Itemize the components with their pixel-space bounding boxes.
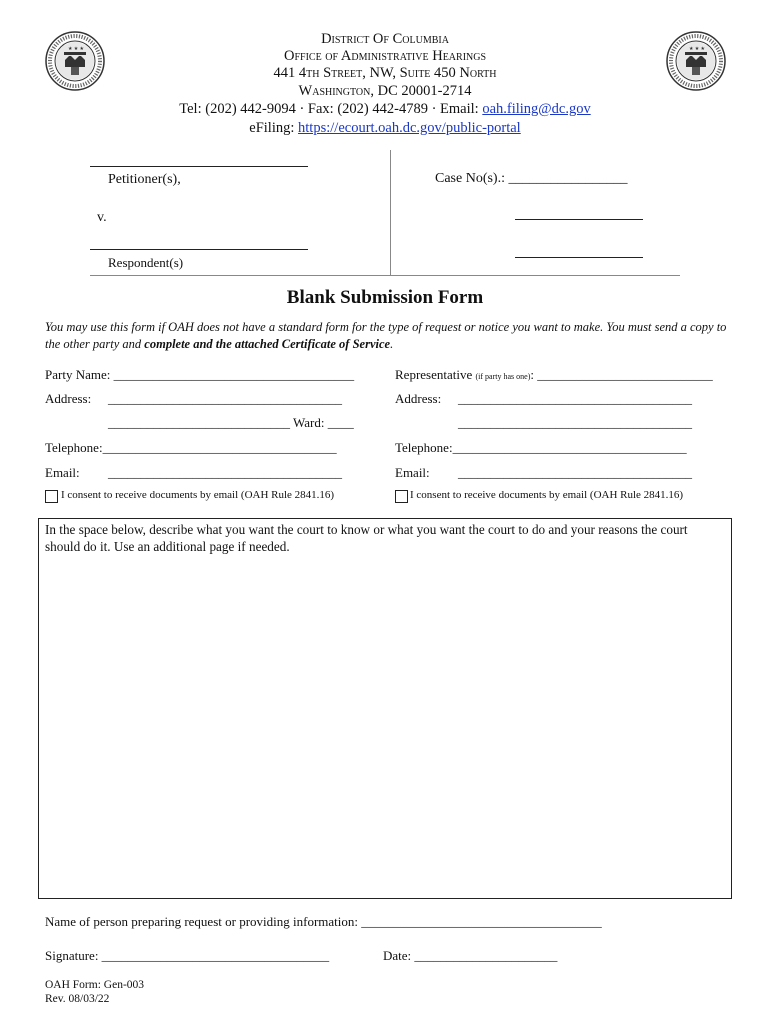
street-address: 441 4th Street, NW, Suite 450 North [273, 65, 497, 81]
form-number: OAH Form: Gen-003 [45, 979, 145, 991]
form-title: Blank Submission Form [286, 287, 484, 308]
case-number-line-3[interactable] [515, 257, 643, 258]
efiling-link[interactable]: https://ecourt.oah.dc.gov/public-portal [298, 120, 521, 136]
efiling-line: eFiling: https://ecourt.oah.dc.gov/public-portal [249, 120, 521, 136]
rep-email-label: Email: [395, 465, 430, 480]
rep-address-field[interactable]: ____________________________________ [458, 391, 692, 406]
agency-name: District Of Columbia [321, 31, 449, 47]
rep-telephone-field[interactable]: Telephone:____________________________________ [395, 440, 687, 455]
description-textarea[interactable] [38, 518, 732, 899]
party-email-label: Email: [45, 465, 80, 480]
petitioner-label: Petitioner(s), [108, 172, 181, 187]
party-email-field[interactable]: ____________________________________ [108, 465, 342, 480]
svg-text:★ ★ ★: ★ ★ ★ [68, 47, 84, 52]
rep-email-field[interactable]: ____________________________________ [458, 465, 692, 480]
rep-email-consent-checkbox[interactable] [395, 490, 408, 503]
city-address: Washington, DC 20001-2714 [298, 83, 472, 99]
respondent-label: Respondent(s) [108, 255, 184, 270]
versus-label: v. [97, 210, 107, 225]
party-address-label: Address: [45, 391, 92, 406]
form-revision: Rev. 08/03/22 [45, 993, 110, 1005]
signature-field[interactable]: Signature: ___________________________________ [45, 948, 330, 963]
email-link[interactable]: oah.filing@dc.gov [482, 101, 591, 117]
party-name-field[interactable]: Party Name: _____________________________________ [45, 367, 355, 382]
description-prompt: In the space below, describe what you want the court to know or what you want the court to do and your reasons the court should do it. Use an additional page if needed. [45, 522, 688, 554]
petitioner-line [90, 166, 308, 167]
contact-line: Tel: (202) 442-9094 · Fax: (202) 442-4789 · Email: oah.filing@dc.gov [179, 101, 591, 117]
party-email-consent-label: I consent to receive documents by email (OAH Rule 2841.16) [61, 489, 335, 501]
party-email-consent-checkbox[interactable] [45, 490, 58, 503]
party-ward-field[interactable]: ____________________________ Ward: ____ [108, 415, 354, 430]
preparer-name-field[interactable]: Name of person preparing request or providing information: _____________________________________ [45, 914, 602, 929]
case-number-line-2[interactable] [515, 219, 643, 220]
case-number-field[interactable]: Case No(s).: _________________ [435, 171, 628, 186]
rep-email-consent-label: I consent to receive documents by email (OAH Rule 2841.16) [410, 489, 684, 501]
party-telephone-field[interactable]: Telephone:____________________________________ [45, 440, 337, 455]
party-address-field[interactable]: ____________________________________ [108, 391, 342, 406]
caption-bottom-rule [90, 275, 680, 276]
representative-field[interactable]: Representative (if party has one): ___________________________ [395, 367, 713, 382]
svg-text:★ ★ ★: ★ ★ ★ [689, 47, 705, 52]
office-name: Office of Administrative Hearings [283, 48, 487, 64]
rep-address-label: Address: [395, 391, 442, 406]
caption-divider [390, 150, 391, 276]
date-field[interactable]: Date: ______________________ [383, 948, 558, 963]
rep-address-field-2[interactable]: ____________________________________ [458, 415, 692, 430]
form-instructions: You may use this form if OAH does not have a standard form for the type of request or notice you want to make. You must send a copy to the other party and complete and the attached Certificate of Service. [45, 320, 727, 351]
respondent-line [90, 249, 308, 250]
